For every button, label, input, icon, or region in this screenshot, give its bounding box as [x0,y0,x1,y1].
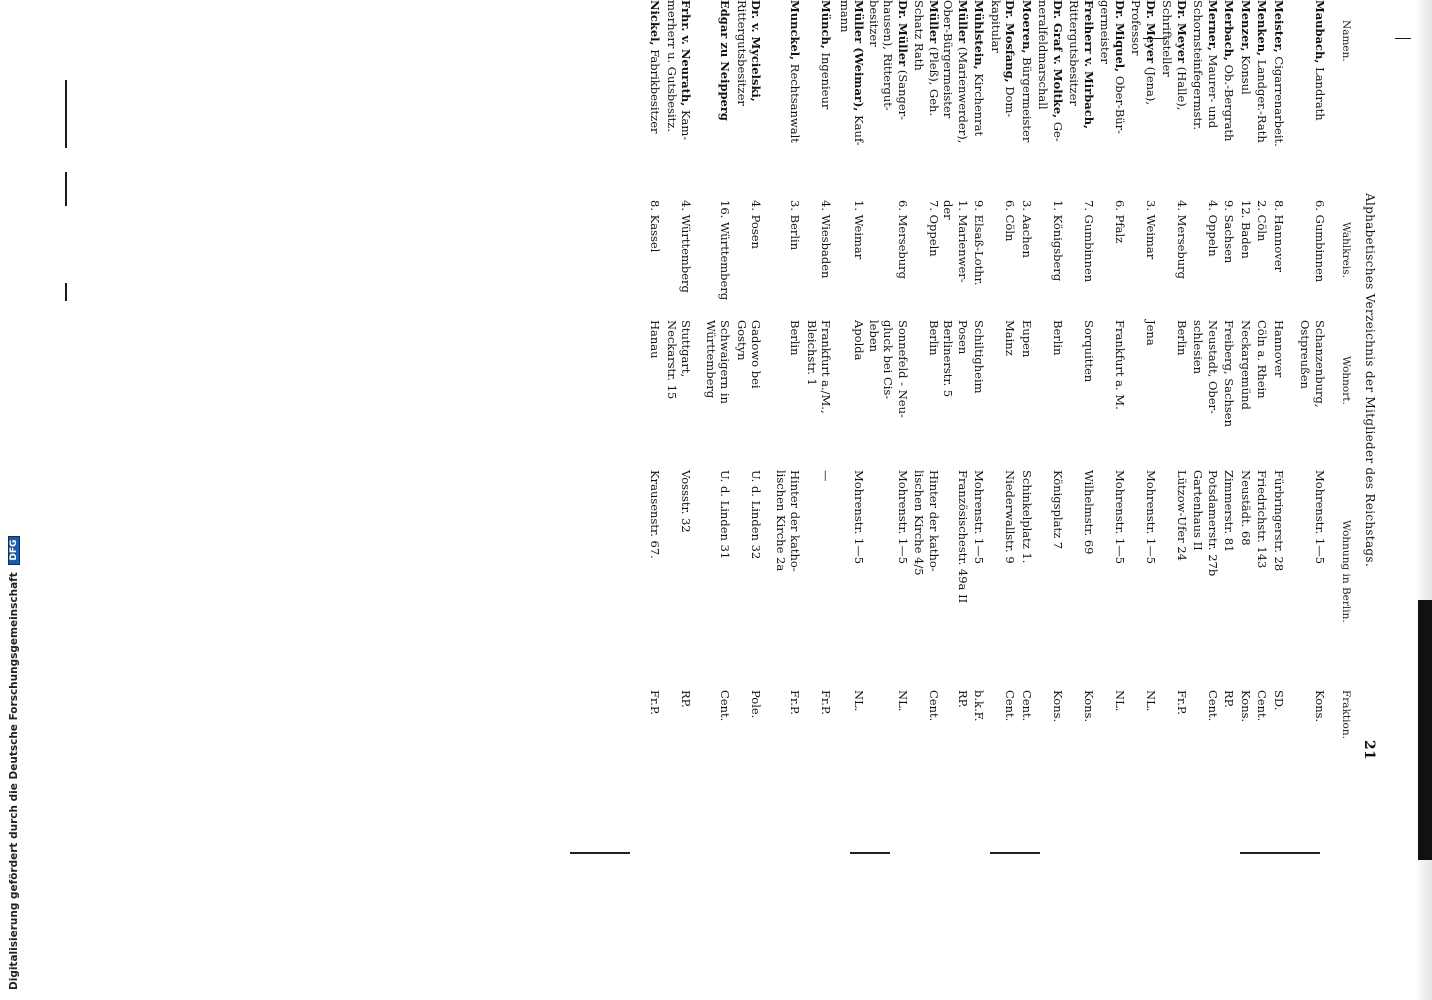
column-header-wohnort: Wohnort. [1340,356,1352,405]
member-entry [735,0,764,760]
member-name-cell [1036,0,1065,196]
member-constituency: 3. Berlin [788,200,803,251]
member-name-cell [718,0,733,196]
member-constituency: 1. Königsberg [1051,200,1065,282]
member-title: Bürgermeister [1020,57,1034,143]
dfg-logo: DFG [8,536,20,565]
member-berlin-address: Hinter der katho- lischen Kirche 4/5 [912,470,941,576]
register-page [480,0,1385,760]
member-title: Rittergutsbesitzer [1067,0,1082,106]
member-entry [1191,0,1220,760]
member-title: Rittergutsbesitzer [735,0,749,106]
member-party: Fr.P. [819,690,834,715]
member-party: Kons. [1313,690,1327,723]
member-constituency: 16. Württemberg [718,200,733,301]
member-entry [912,0,941,760]
member-name: Dr. Müller [896,0,910,67]
member-entry [838,0,867,760]
member-name-cell [1098,0,1127,196]
member-entry [805,0,834,760]
member-constituency: 3. Weimar [1144,200,1158,260]
member-residence: Neustadt, Ober- schlesien [1191,320,1220,414]
member-berlin-address: Mohrenstr. 1—5 [1313,470,1327,565]
member-party: Cent. [927,690,941,722]
member-constituency: 4. Württemberg [679,200,694,293]
member-name: Dr. Mosfang, [1003,0,1018,83]
page-number: 21 [1361,739,1377,760]
member-name-cell [1067,0,1096,196]
member-name-cell [1129,0,1158,196]
member-name: Merner, [1206,0,1220,52]
member-title: Ob.-Bergrath [1222,64,1237,142]
member-berlin-address: Niederwallstr. 9 [1003,470,1018,564]
member-berlin-address: Wilhelmstr. 69 [1082,470,1096,555]
member-party: Kons. [1239,690,1253,723]
member-title: (Sanger- hausen), Rittergut- besitzer [867,0,910,121]
member-entry [1129,0,1158,760]
member-name: Nickel, [648,0,663,46]
margin-line-top [65,80,67,148]
member-residence: Schanzenburg, Ostpreußen [1298,320,1327,408]
member-entry [648,0,663,760]
member-residence: Apolda [852,320,867,361]
member-party: RP. [956,690,970,708]
member-constituency: 1. Marienwer- der [941,200,970,283]
member-entry [1239,0,1254,760]
member-entry [989,0,1018,760]
member-party: SD. [1272,690,1286,711]
member-party: NL. [1144,690,1158,712]
member-name: Maubach, [1313,0,1327,64]
member-title: Kirchenrat [972,73,987,137]
member-entry [1255,0,1270,760]
member-title: Landrath [1313,67,1327,121]
member-name-cell [665,0,694,196]
member-entry [1160,0,1189,760]
member-entry [1098,0,1127,760]
member-name-cell [1160,0,1189,196]
member-name: Dr. Miquel, [1113,0,1127,73]
member-residence: Freiberg, Sachsen [1222,320,1237,427]
member-party: b.k.F. [972,690,987,722]
column-header-name: Namen. [1340,20,1352,62]
member-name-cell [735,0,764,196]
member-name-cell [867,0,911,196]
member-constituency: 6. Merseburg [896,200,910,280]
member-berlin-address: Neustädt. 68 [1239,470,1253,546]
member-berlin-address: Mohrenstr. 1—5 [852,470,867,565]
member-name: Dr. v. Mycielski, [749,0,764,102]
margin-line-bottom [65,283,67,301]
member-constituency: 4. Posen [749,200,764,249]
member-berlin-address: U. d. Linden 32 [749,470,764,560]
member-name: Müller [956,0,970,44]
member-entry [704,0,733,760]
member-name-cell [838,0,867,196]
member-berlin-address: — [819,470,834,482]
member-name-cell [648,0,663,196]
member-berlin-address: Königsplatz 7 [1051,470,1065,550]
member-title: Kam- merherr u. Gutsbesitz. [665,0,694,141]
member-berlin-address: Vossstr. 32 [679,470,694,533]
member-residence: Hannover [1272,320,1286,378]
member-residence: Gadowo bei Gostyn [735,320,764,389]
member-berlin-address: Krausenstr. 67. [648,470,663,559]
member-name: Edgar zu Neipperg [718,0,733,121]
member-residence: Mainz [1003,320,1018,356]
member-party: Cent. [1003,690,1018,722]
member-name: Munckel, [788,0,803,61]
member-constituency: 7. Gumbinnen [1082,200,1096,283]
member-berlin-address: Zimmerstr. 81 [1222,470,1237,553]
member-entry [1036,0,1065,760]
scan-speck [1240,852,1320,854]
member-entry [1272,0,1287,760]
member-party: Fr.P. [788,690,803,715]
member-entry [941,0,970,760]
member-entry [1298,0,1327,760]
member-name-cell [788,0,803,196]
column-header-wohnung: Wohnung in Berlin. [1340,520,1352,623]
member-constituency: 9. Sachsen [1222,200,1237,264]
member-name: Dr. Meyer [1144,0,1158,64]
member-residence: Berlin [1051,320,1065,356]
member-residence: Hanau [648,320,663,359]
member-name-cell [989,0,1018,196]
top-edge-mark-right [1395,38,1411,39]
member-name-cell [1020,0,1035,196]
member-party: Cent. [1255,690,1270,722]
member-constituency: 4. Oppeln [1206,200,1220,257]
scan-speck [570,852,630,854]
member-title: (Marienwerder), Ober-Bürgermeister [941,0,970,144]
member-title: Fabrikbesitzer [648,49,663,134]
member-berlin-address: Mohrenstr. 1—5 [1113,470,1127,565]
member-constituency: 6. Cöln [1003,200,1018,242]
member-party: Fr.P. [1175,690,1189,715]
member-entry [972,0,987,760]
member-constituency: 9. Elsaß-Lothr. [972,200,987,286]
member-name-cell [1313,0,1328,196]
member-entry [1222,0,1237,760]
column-header-fraktion: Fraktion. [1340,690,1352,739]
member-name: Mühlstein, [972,0,987,70]
member-name-cell [912,0,941,196]
member-party: Cent. [1206,690,1220,722]
member-residence: Stuttgart, Neckarstr. 15 [665,320,694,400]
scan-speck [850,852,890,854]
member-party: Pole. [749,690,764,719]
member-name: Dr. Graf v. Moltke, [1051,0,1065,119]
member-name: Münch, [819,0,834,49]
member-residence: Jena [1144,320,1158,346]
member-residence: Posen Berlinerstr. 5 [941,320,970,398]
member-name: Menzer, [1239,0,1253,52]
member-residence: Berlin [1175,320,1189,356]
member-berlin-address: Potsdamerstr. 27b Gartenhaus II [1191,470,1220,577]
member-berlin-address: Schinkelplatz 1. [1020,470,1034,564]
member-party: RP. [1222,690,1237,708]
member-residence: Berlin [788,320,803,356]
member-residence: Frankfurt a. M. [1113,320,1127,410]
member-residence: Cöln a. Rhein [1255,320,1270,399]
member-constituency: 7. Oppeln [927,200,941,257]
member-list [646,0,1327,760]
member-name: Meister, [1272,0,1286,53]
member-berlin-address: Mohrenstr. 1—5 [972,470,987,565]
member-constituency: 8. Hannover [1272,200,1286,273]
credit-text: Digitalisierung gefördert durch die Deutsche Forschungsgemeinschaft [8,572,20,990]
scan-speck [990,852,1040,854]
member-name-cell [1239,0,1254,196]
member-constituency: 2. Cöln [1255,200,1270,242]
margin-line-middle [65,172,67,206]
member-title: (Pleß), Geh. Schatz Rath [912,0,941,117]
member-party: Cent. [1020,690,1034,722]
member-berlin-address: U. d. Linden 31 [718,470,733,560]
member-name-cell [941,0,970,196]
member-title: Rechtsanwalt [788,63,803,143]
member-berlin-address: Französischestr. 49a II [956,470,970,604]
member-party: NL. [852,690,867,712]
page-edge-shadow [1418,600,1432,860]
member-name-cell [1272,0,1287,196]
member-party: Fr.P. [648,690,663,715]
member-berlin-address: Fürbringerstr. 28 [1272,470,1286,572]
member-name: Freiherr v. Mirbach, [1082,0,1096,130]
member-title: Ingenieur [819,52,834,110]
member-title: Cigarrenarbeit. [1272,56,1286,147]
member-constituency: 4. Merseburg [1175,200,1189,280]
member-entry [665,0,694,760]
page-header [1355,0,1377,760]
member-title: Dom- kapitular [989,0,1018,118]
member-name: Frhr. v. Neurath, [679,0,694,107]
column-header-wahlkreis: Wahlkreis. [1340,222,1352,278]
member-name: Müller (Weimar), [852,0,867,112]
member-berlin-address: Mohrenstr. 1—5 [896,470,910,565]
member-residence: Neckargemünd [1239,320,1253,410]
member-constituency: 4. Wiesbaden [819,200,834,279]
member-constituency: 6. Pfalz [1113,200,1127,244]
member-title: Konsul [1239,55,1253,95]
member-constituency: 3. Aachen [1020,200,1034,258]
member-constituency: 8. Kassel [648,200,663,253]
member-residence: Schiltigheim [972,320,987,394]
member-berlin-address: Mohrenstr. 1—5 [1144,470,1158,565]
member-entry [867,0,911,760]
member-residence: Frankfurt a./M., Bleichstr. 1 [805,320,834,414]
member-title: (Halle), Schriftsteller [1160,0,1189,111]
member-residence: Eupen [1020,320,1034,358]
member-party: Kons. [1082,690,1096,723]
member-party: NL. [1113,690,1127,712]
member-name-cell [972,0,987,196]
member-party: RP. [679,690,694,708]
member-residence: Schwaigern in Württemberg [704,320,733,404]
member-party: Cent. [718,690,733,722]
member-name-cell [819,0,834,196]
member-name: Moeren, [1020,0,1034,54]
member-title: Kauf- mann [838,0,867,146]
page-title: Alphabetisches Verzeichnis der Mitglieder des Reichstags. [1363,193,1377,567]
member-residence: Berlin [927,320,941,356]
member-berlin-address: Lützow-Ufer 24 [1175,470,1189,561]
member-entry [774,0,803,760]
member-name-cell [1255,0,1270,196]
member-name-cell [1222,0,1237,196]
member-berlin-address: Friedrichstr. 143 [1255,470,1270,569]
member-constituency: 1. Weimar [852,200,867,260]
member-title: Ober-Bür- germeister [1098,0,1127,135]
member-party: NL. [896,690,910,712]
digitization-credit [0,539,24,990]
member-title: Maurer- und Schornsteinfegermstr. [1191,0,1220,131]
member-party: Kons. [1051,690,1065,723]
member-constituency: 6. Gumbinnen [1313,200,1327,283]
member-entry [1067,0,1096,760]
member-title: Landger.-Rath [1255,59,1270,143]
member-name: Menken, [1255,0,1270,57]
member-name: Merbach, [1222,0,1237,61]
member-entry [1020,0,1035,760]
member-name: Dr. Meyer [1175,0,1189,64]
member-title: (Jena), Professor [1129,0,1158,106]
member-name-cell [1191,0,1220,196]
member-title: Ge- neralfeldmarschall [1036,0,1065,142]
member-name: Müller [927,0,941,44]
member-residence: Sonnefeld - Neu- gluck bei Cis- leben [867,320,910,418]
member-residence: Sorquitten [1082,320,1096,383]
member-berlin-address: Hinter der katho- lischen Kirche 2a [774,470,803,572]
member-constituency: 12. Baden [1239,200,1253,259]
